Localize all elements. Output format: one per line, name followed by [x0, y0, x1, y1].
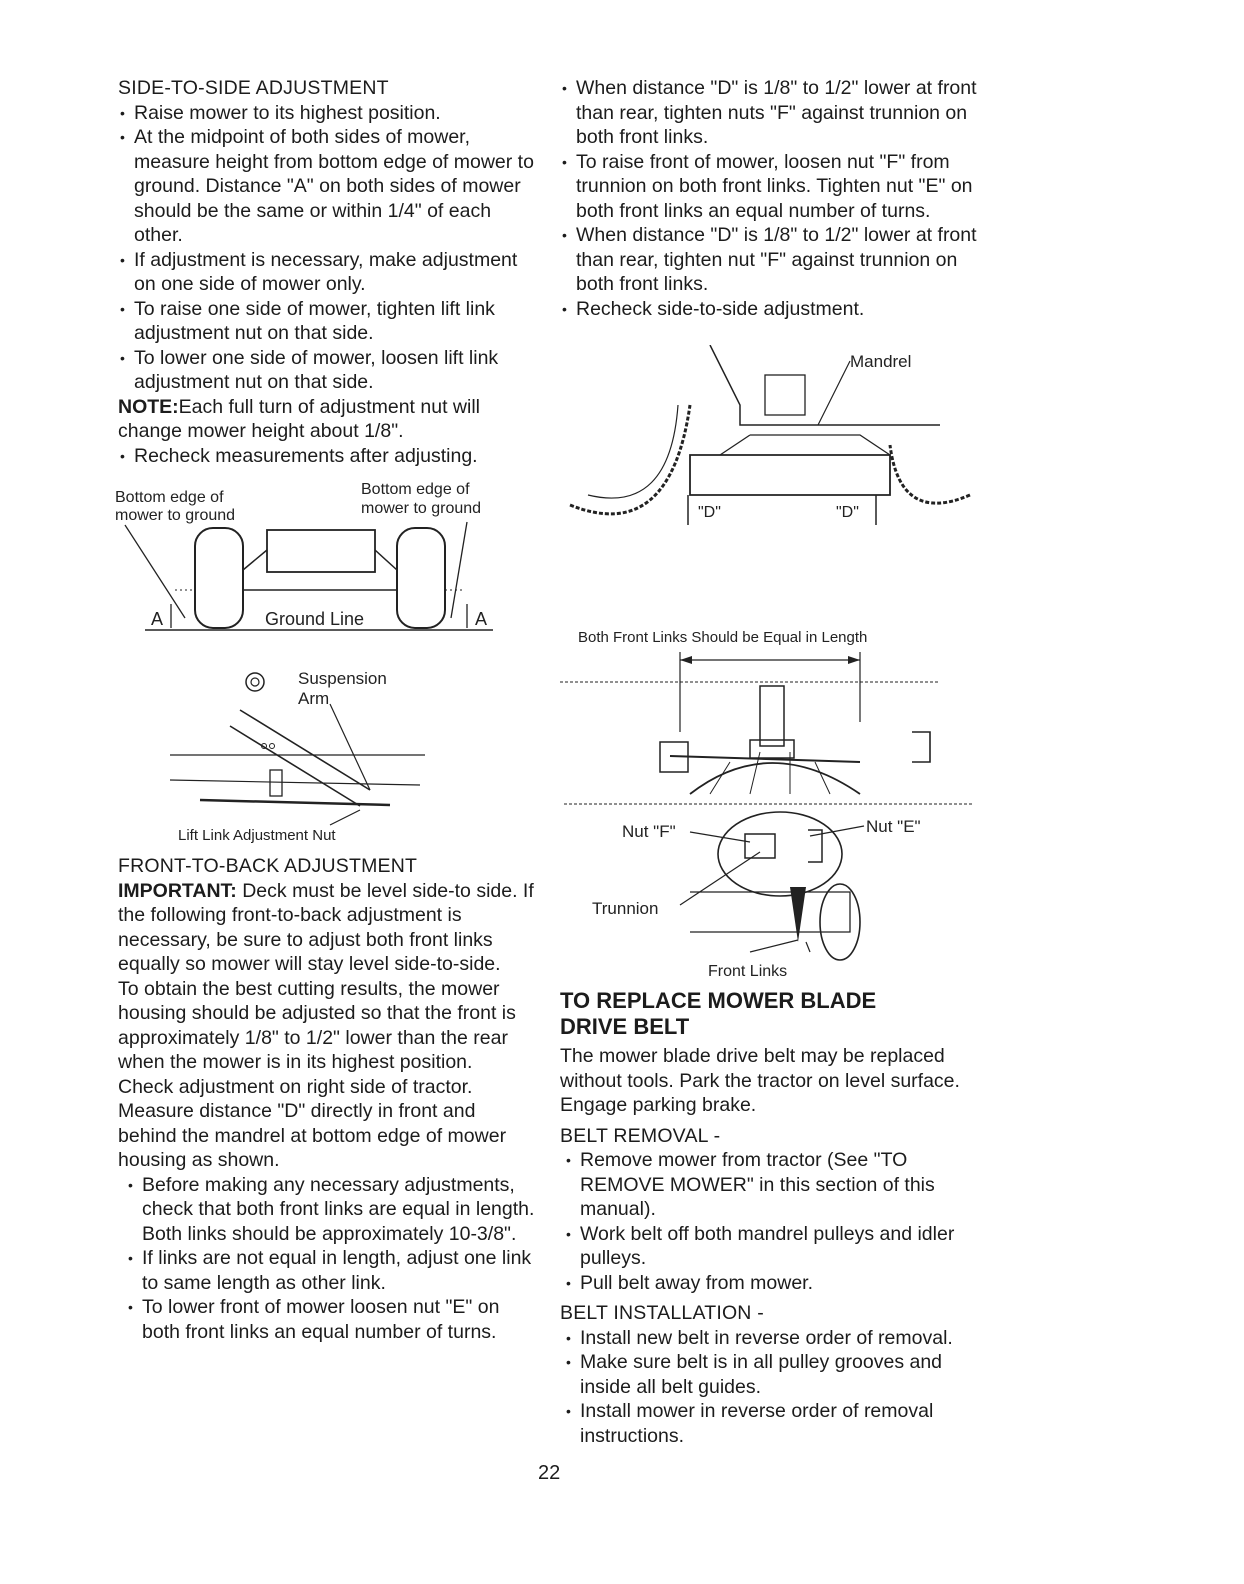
right-column-bottom [560, 980, 980, 1448]
important-text: Deck must be level side-to side. If the following front-to-back adjustment is necessary, be sure to adjust both front links equally so mower will stay level side-to-side. [118, 879, 534, 975]
figure-mandrel [560, 345, 980, 545]
list-item: • At the midpoint of both sides of mower, measure height from bottom edge of mower to ground. Distance "A" on both sides of mower should be the same or within 1/4" of each other. [118, 125, 538, 248]
fig1-label-right: Bottom edge of mower to ground [361, 481, 482, 517]
front-to-back-list [118, 1173, 538, 1345]
right-top-list [560, 76, 980, 321]
list-item: • Before making any necessary adjustments, check that both front links are equal in length. Both links should be approximately 10-3/8". [126, 1173, 538, 1247]
fig4-caption: Both Front Links Should be Equal in Length [578, 629, 868, 646]
list-item: • To raise one side of mower, tighten lift link adjustment nut on that side. [118, 297, 538, 346]
right-column-top [560, 76, 980, 321]
list-item: • Work belt off both mandrel pulleys and idler pulleys. [564, 1222, 980, 1271]
front-to-back-heading: FRONT-TO-BACK ADJUSTMENT [118, 855, 418, 877]
fig1-label-left: Bottom edge of mower to ground [115, 489, 236, 524]
important-label: IMPORTANT: [118, 879, 237, 902]
note [118, 395, 538, 444]
note-text: Each full turn of adjustment nut will change mower height about 1/8". [118, 395, 480, 442]
paragraph: To obtain the best cutting results, the mower housing should be adjusted so that the front is approximately 1/8" to 1/2" lower than the rear when the mower is in its highest position. [118, 977, 516, 1073]
list-item: • To lower one side of mower, loosen lift link adjustment nut on that side. [118, 346, 538, 395]
list-item: • Recheck measurements after adjusting. [118, 444, 538, 469]
fig3-d-right: "D" [836, 504, 859, 521]
list-item: • When distance "D" is 1/8" to 1/2" lower at front than rear, tighten nut "F" against trunnion on both front links. [560, 223, 980, 297]
list-item: • Make sure belt is in all pulley grooves and inside all belt guides. [564, 1350, 980, 1399]
fig2-suspension-arm: Suspension Arm [298, 669, 387, 708]
page-number: 22 [538, 1462, 561, 1484]
section-title [560, 988, 980, 1040]
list-item: • To raise front of mower, loosen nut "F" from trunnion on both front links. Tighten nut "E" on both front links an equal number of turns. [560, 150, 980, 224]
belt-installation-list [560, 1326, 980, 1449]
list-item: • Install new belt in reverse order of removal. [564, 1326, 980, 1351]
belt-removal-heading: BELT REMOVAL - [560, 1124, 721, 1147]
side-to-side-heading: SIDE-TO-SIDE ADJUSTMENT [118, 77, 389, 99]
list-item: • If links are not equal in length, adjust one link to same length as other link. [126, 1246, 538, 1295]
fig4-nut-f: Nut "F" [622, 822, 676, 841]
list-item: • Pull belt away from mower. [564, 1271, 980, 1296]
important-paragraph [118, 879, 538, 977]
fig4-trunnion: Trunnion [592, 899, 659, 918]
fig4-front-links: Front Links [708, 963, 788, 980]
recheck-list [118, 444, 538, 469]
fig4-nut-e: Nut "E" [866, 817, 921, 836]
list-item: • Remove mower from tractor (See "TO REMOVE MOWER" in this section of this manual). [564, 1148, 980, 1222]
fig1-a-left: A [151, 609, 164, 629]
figure-front-links [560, 622, 980, 982]
list-item: • Install mower in reverse order of removal instructions. [564, 1399, 980, 1448]
fig1-ground-line: Ground Line [265, 609, 365, 629]
list-item: • To lower front of mower loosen nut "E" on both front links an equal number of turns. [126, 1295, 538, 1344]
figure-ground-line [115, 480, 535, 640]
list-item: • Recheck side-to-side adjustment. [560, 297, 980, 322]
fig3-d-left: "D" [698, 504, 721, 521]
fig1-a-right: A [475, 609, 488, 629]
fig2-lift-link: Lift Link Adjustment Nut [178, 827, 336, 844]
note-label: NOTE: [118, 395, 179, 418]
belt-installation-heading: BELT INSTALLATION - [560, 1302, 764, 1324]
left-column-bottom [118, 854, 538, 1344]
intro-paragraph: The mower blade drive belt may be replaced without tools. Park the tractor on level surface. Engage parking brake. [560, 1045, 960, 1116]
figure-suspension-arm [170, 660, 440, 845]
belt-removal-list [560, 1148, 980, 1295]
left-column-top [118, 76, 538, 468]
paragraph: Check adjustment on right side of tractor. Measure distance "D" directly in front and behind the mandrel at bottom edge of mower housing as shown. [118, 1075, 507, 1171]
list-item: • Raise mower to its highest position. [118, 101, 538, 126]
side-to-side-list [118, 101, 538, 395]
section-title-line1: TO REPLACE MOWER BLADE [560, 988, 877, 1013]
section-title-line2: DRIVE BELT [560, 1014, 690, 1039]
fig3-mandrel: Mandrel [850, 352, 912, 371]
list-item: • If adjustment is necessary, make adjustment on one side of mower only. [118, 248, 538, 297]
list-item: • When distance "D" is 1/8" to 1/2" lower at front than rear, tighten nuts "F" against trunnion on both front links. [560, 76, 980, 150]
